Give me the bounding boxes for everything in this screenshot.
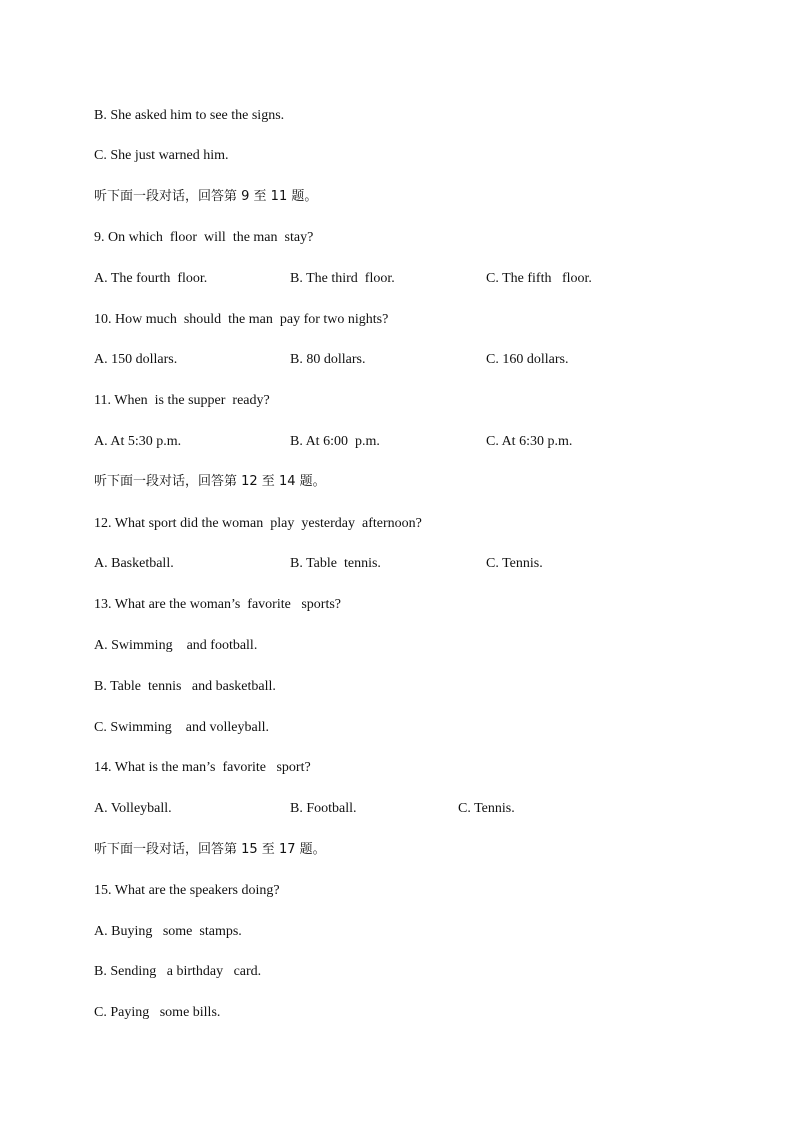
q11-option-a: A. At 5:30 p.m.	[94, 434, 182, 449]
question-10: 10. How much should the man pay for two nights?	[94, 312, 389, 327]
q15-option-a: A. Buying some stamps.	[94, 924, 242, 939]
question-12: 12. What sport did the woman play yesterday afternoon?	[94, 516, 422, 531]
question-13: 13. What are the woman’s favorite sports?	[94, 597, 342, 612]
q13-option-a: A. Swimming and football.	[94, 638, 258, 653]
question-11: 11. When is the supper ready?	[94, 393, 270, 408]
q11-option-b: B. At 6:00 p.m.	[290, 434, 380, 449]
q9-option-a: A. The fourth floor.	[94, 271, 208, 286]
q8-option-b: B. She asked him to see the signs.	[94, 108, 285, 123]
q14-option-a: A. Volleyball.	[94, 801, 172, 816]
q12-option-c: C. Tennis.	[486, 556, 543, 571]
q14-option-c: C. Tennis.	[458, 801, 515, 816]
q10-option-c: C. 160 dollars.	[486, 352, 569, 367]
q10-option-a: A. 150 dollars.	[94, 352, 178, 367]
q14-option-b: B. Football.	[290, 801, 357, 816]
q13-option-c: C. Swimming and volleyball.	[94, 720, 269, 735]
section-instruction-12-14: 听下面一段对话，回答第 12 至 14 题。	[94, 474, 326, 489]
q12-option-a: A. Basketball.	[94, 556, 174, 571]
q15-option-c: C. Paying some bills.	[94, 1005, 221, 1020]
q13-option-b: B. Table tennis and basketball.	[94, 679, 276, 694]
q12-option-b: B. Table tennis.	[290, 556, 381, 571]
q8-option-c: C. She just warned him.	[94, 148, 229, 163]
q9-option-c: C. The fifth floor.	[486, 271, 592, 286]
q15-option-b: B. Sending a birthday card.	[94, 964, 262, 979]
q9-option-b: B. The third floor.	[290, 271, 395, 286]
q10-option-b: B. 80 dollars.	[290, 352, 366, 367]
question-9: 9. On which floor will the man stay?	[94, 230, 314, 245]
question-14: 14. What is the man’s favorite sport?	[94, 760, 311, 775]
question-15: 15. What are the speakers doing?	[94, 883, 280, 898]
section-instruction-9-11: 听下面一段对话，回答第 9 至 11 题。	[94, 189, 318, 204]
section-instruction-15-17: 听下面一段对话，回答第 15 至 17 题。	[94, 842, 326, 857]
q11-option-c: C. At 6:30 p.m.	[486, 434, 573, 449]
